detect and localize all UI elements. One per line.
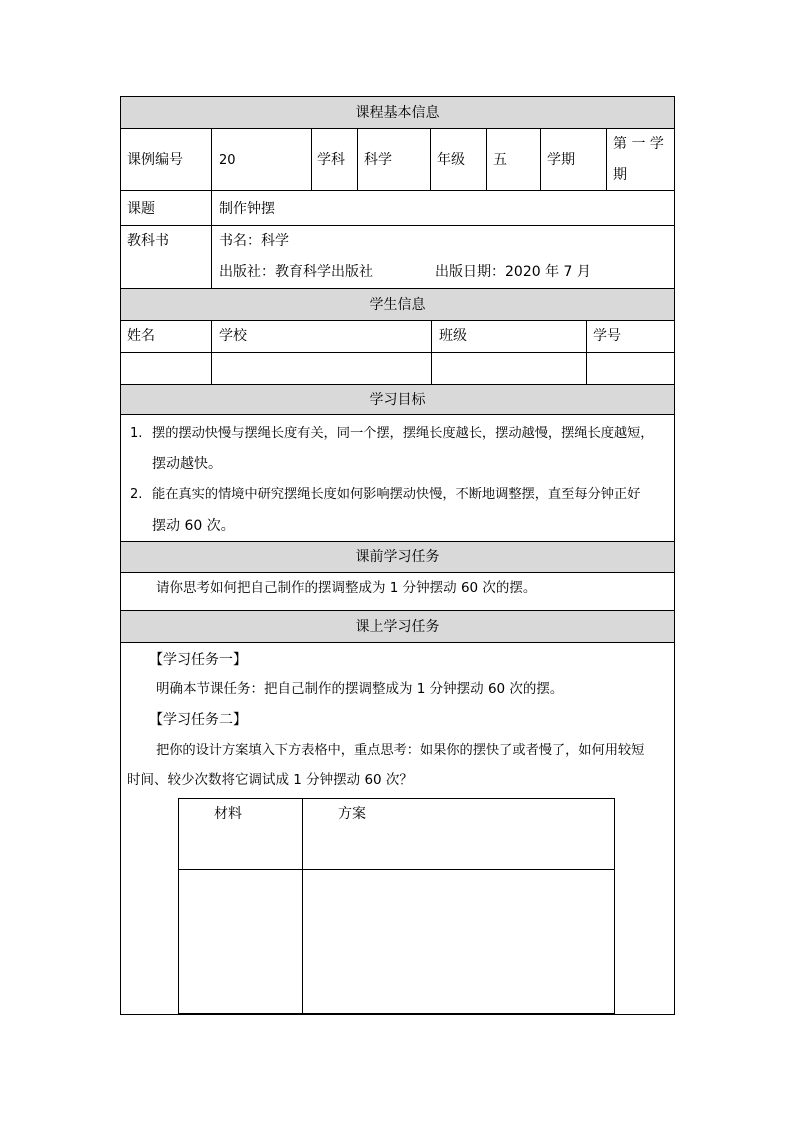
task-2-title: 【学习任务二】 bbox=[149, 712, 247, 728]
subject-label: 学科 bbox=[317, 152, 345, 168]
textbook-label: 教科书 bbox=[127, 233, 169, 249]
grade-value: 五 bbox=[493, 152, 507, 168]
table-border bbox=[430, 128, 431, 191]
table-border bbox=[357, 128, 358, 191]
table-border bbox=[120, 128, 675, 129]
textbook-name: 书名：科学 bbox=[219, 233, 289, 249]
table-border bbox=[674, 96, 675, 1015]
table-border bbox=[120, 190, 675, 191]
term-label: 学期 bbox=[547, 152, 575, 168]
student-info-heading: 学生信息 bbox=[369, 297, 426, 313]
table-border bbox=[120, 610, 675, 611]
in-class-task-heading: 课上学习任务 bbox=[355, 619, 440, 635]
topic-label: 课题 bbox=[127, 201, 155, 217]
lesson-number-label: 课例编号 bbox=[127, 152, 183, 168]
table-border bbox=[120, 320, 675, 321]
table-border bbox=[211, 128, 212, 289]
task-2-line1: 把你的设计方案填入下方表格中，重点思考：如果你的摆快了或者慢了，如何用较短 bbox=[156, 743, 645, 758]
table-border bbox=[120, 541, 675, 542]
table-border bbox=[120, 1014, 675, 1015]
table-border bbox=[606, 128, 607, 191]
grade-label: 年级 bbox=[437, 152, 465, 168]
table-border bbox=[120, 352, 675, 353]
design-table-border bbox=[302, 798, 303, 1014]
table-border bbox=[431, 320, 432, 385]
design-table-border bbox=[178, 1013, 615, 1014]
table-border bbox=[120, 288, 675, 289]
subject-value: 科学 bbox=[364, 152, 392, 168]
design-table-border bbox=[614, 798, 615, 1014]
design-table-border bbox=[178, 798, 615, 799]
task-1-title: 【学习任务一】 bbox=[149, 652, 247, 668]
student-id-label: 学号 bbox=[593, 328, 621, 344]
design-table-plan-header: 方案 bbox=[338, 806, 366, 822]
table-border bbox=[120, 96, 675, 97]
design-table-border bbox=[178, 869, 615, 870]
table-border bbox=[120, 642, 675, 643]
student-class-label: 班级 bbox=[439, 328, 467, 344]
table-border bbox=[540, 128, 541, 191]
student-school-label: 学校 bbox=[219, 328, 247, 344]
table-border bbox=[311, 128, 312, 191]
objectives-heading: 学习目标 bbox=[369, 392, 426, 408]
student-name-label: 姓名 bbox=[127, 328, 155, 344]
textbook-publish-date: 出版日期：2020 年 7 月 bbox=[435, 264, 591, 280]
pre-task-heading: 课前学习任务 bbox=[355, 549, 440, 565]
table-border bbox=[120, 572, 675, 573]
objective-1-line2: 摆动越快。 bbox=[152, 456, 222, 472]
topic-value: 制作钟摆 bbox=[219, 201, 275, 217]
objective-2-number: 2. bbox=[130, 487, 143, 502]
basic-info-heading: 课程基本信息 bbox=[355, 105, 440, 121]
objective-2-line2: 摆动 60 次。 bbox=[152, 518, 235, 534]
table-border bbox=[586, 320, 587, 385]
objective-1-number: 1. bbox=[130, 426, 143, 441]
table-border bbox=[486, 128, 487, 191]
task-2-line2: 时间、较少次数将它调试成 1 分钟摆动 60 次？ bbox=[127, 772, 413, 788]
objective-2-line1: 能在真实的情境中研究摆绳长度如何影响摆动快慢，不断地调整摆，直至每分钟正好 bbox=[152, 487, 641, 502]
table-border bbox=[120, 384, 675, 385]
table-border bbox=[120, 414, 675, 415]
objective-1-line1: 摆的摆动快慢与摆绳长度有关，同一个摆，摆绳长度越长，摆动越慢，摆绳长度越短， bbox=[152, 426, 654, 441]
design-table-materials-header: 材料 bbox=[214, 806, 242, 822]
term-value-line1: 第 一 学 bbox=[613, 136, 664, 152]
lesson-number-value: 20 bbox=[219, 153, 236, 168]
pre-task-text: 请你思考如何把自己制作的摆调整成为 1 分钟摆动 60 次的摆。 bbox=[156, 580, 537, 596]
task-1-text: 明确本节课任务：把自己制作的摆调整成为 1 分钟摆动 60 次的摆。 bbox=[156, 681, 564, 697]
table-border bbox=[211, 320, 212, 385]
term-value-line2: 期 bbox=[613, 167, 627, 183]
design-table-border bbox=[178, 798, 179, 1014]
textbook-publisher: 出版社：教育科学出版社 bbox=[219, 264, 373, 280]
table-border bbox=[120, 225, 675, 226]
